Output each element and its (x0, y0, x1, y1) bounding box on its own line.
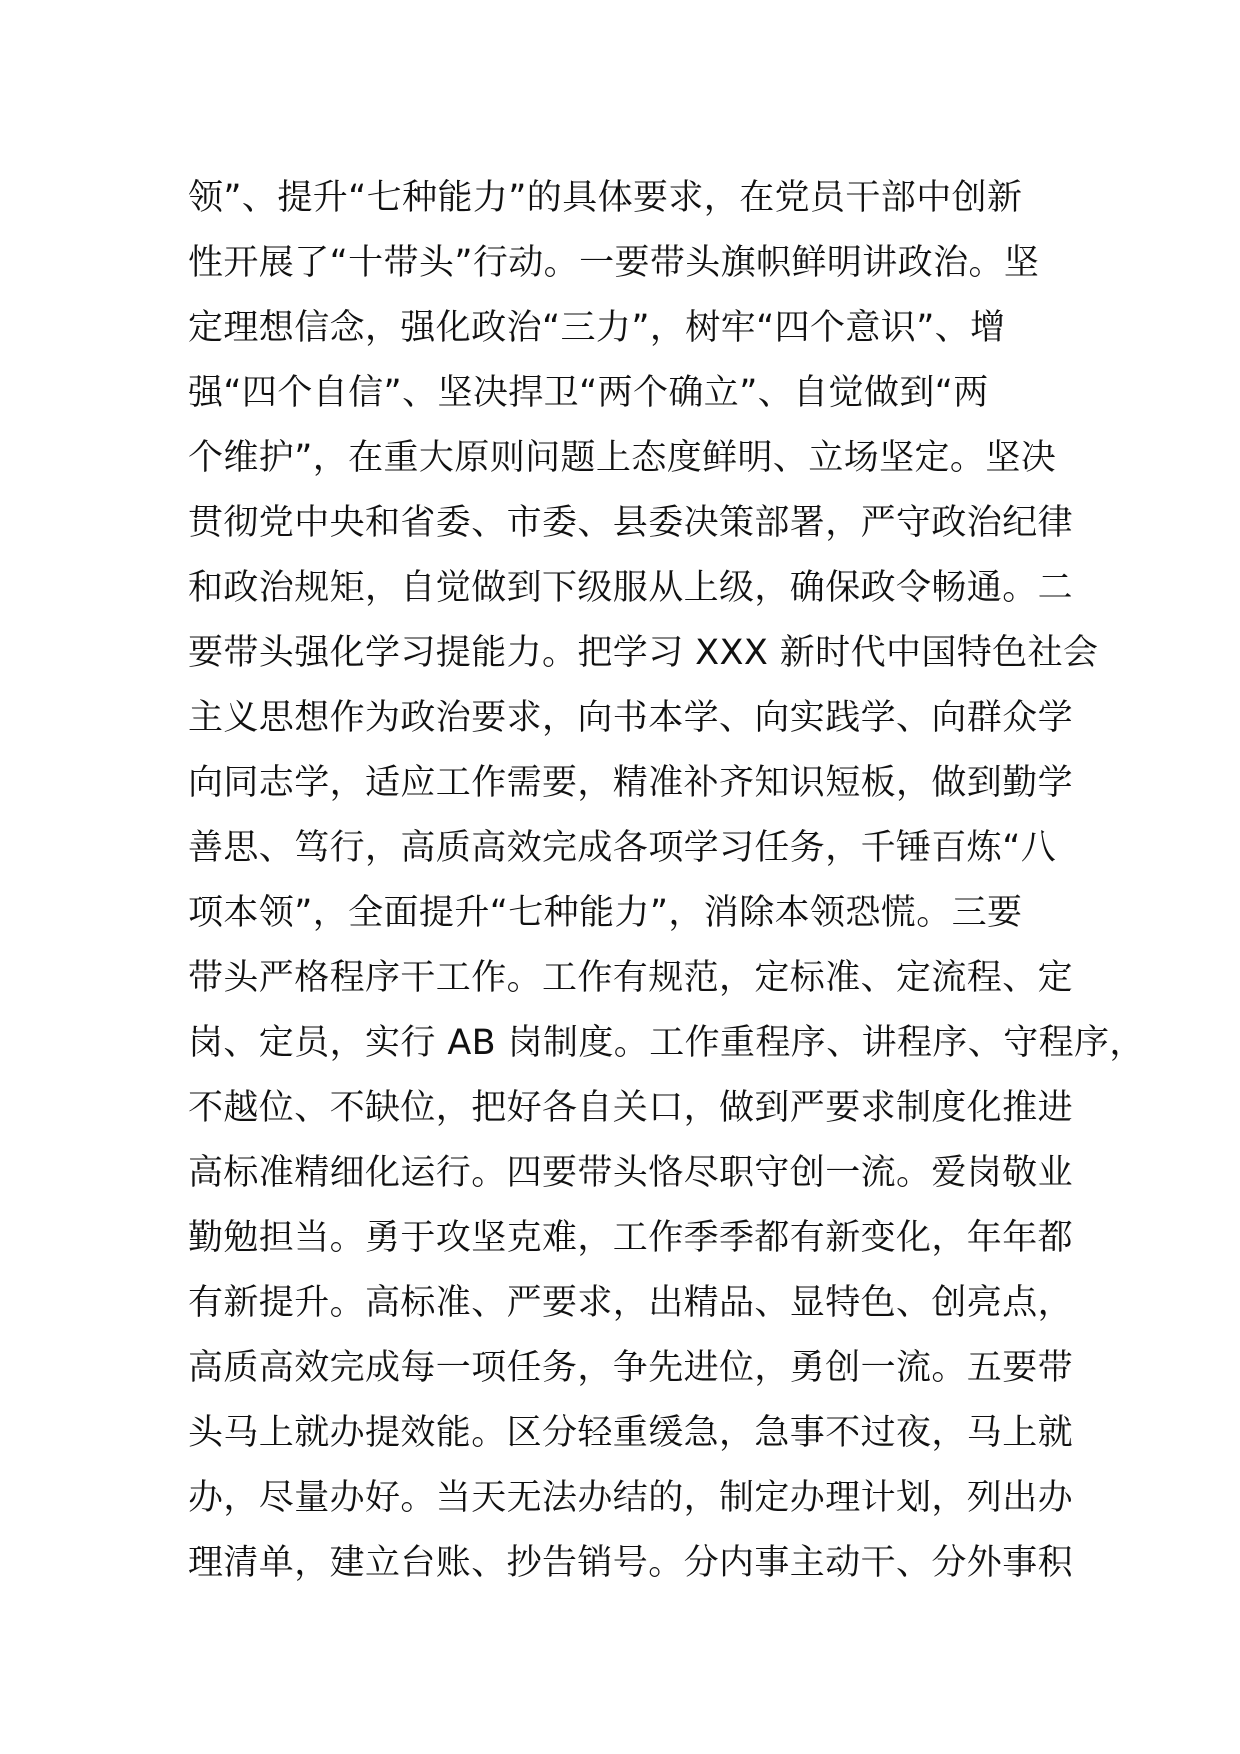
text-line: 贯彻党中央和省委、市委、县委决策部署，严守政治纪律 (188, 503, 1074, 543)
text-line: 向同志学，适应工作需要，精准补齐知识短板，做到勤学 (188, 763, 1074, 803)
text-line: 不越位、不缺位，把好各自关口，做到严要求制度化推进 (188, 1088, 1074, 1128)
text-line: 个维护”，在重大原则问题上态度鲜明、立场坚定。坚决 (188, 438, 1057, 478)
text-line: 高标准精细化运行。四要带头恪尽职守创一流。爱岗敬业 (188, 1153, 1074, 1193)
text-line: 强“四个自信”、坚决捍卫“两个确立”、自觉做到“两 (188, 373, 989, 413)
text-line: 领”、提升“七种能力”的具体要求，在党员干部中创新 (188, 178, 1023, 218)
text-line: 和政治规矩，自觉做到下级服从上级，确保政令畅通。二 (188, 568, 1074, 608)
text-line: 主义思想作为政治要求，向书本学、向实践学、向群众学 (188, 698, 1074, 738)
text-line: 理清单，建立台账、抄告销号。分内事主动干、分外事积 (188, 1543, 1074, 1583)
text-line: 岗、定员，实行 AB 岗制度。工作重程序、讲程序、守程序， (188, 1023, 1145, 1063)
text-line: 有新提升。高标准、严要求，出精品、显特色、创亮点， (188, 1283, 1074, 1323)
text-line: 要带头强化学习提能力。把学习 XXX 新时代中国特色社会 (188, 633, 1099, 673)
body-paragraph (188, 166, 1145, 1596)
text-line: 善思、笃行，高质高效完成各项学习任务，千锤百炼“八 (188, 828, 1057, 868)
text-line: 办，尽量办好。当天无法办结的，制定办理计划，列出办 (188, 1478, 1074, 1518)
text-line: 带头严格程序干工作。工作有规范，定标准、定流程、定 (188, 958, 1074, 998)
text-line: 项本领”，全面提升“七种能力”，消除本领恐慌。三要 (188, 893, 1023, 933)
text-line: 头马上就办提效能。区分轻重缓急，急事不过夜，马上就 (188, 1413, 1074, 1453)
text-line: 性开展了“十带头”行动。一要带头旗帜鲜明讲政治。坚 (188, 243, 1040, 283)
text-line: 勤勉担当。勇于攻坚克难，工作季季都有新变化，年年都 (188, 1218, 1074, 1258)
text-line: 定理想信念，强化政治“三力”，树牢“四个意识”、增 (188, 308, 1006, 348)
text-line: 高质高效完成每一项任务，争先进位，勇创一流。五要带 (188, 1348, 1074, 1388)
